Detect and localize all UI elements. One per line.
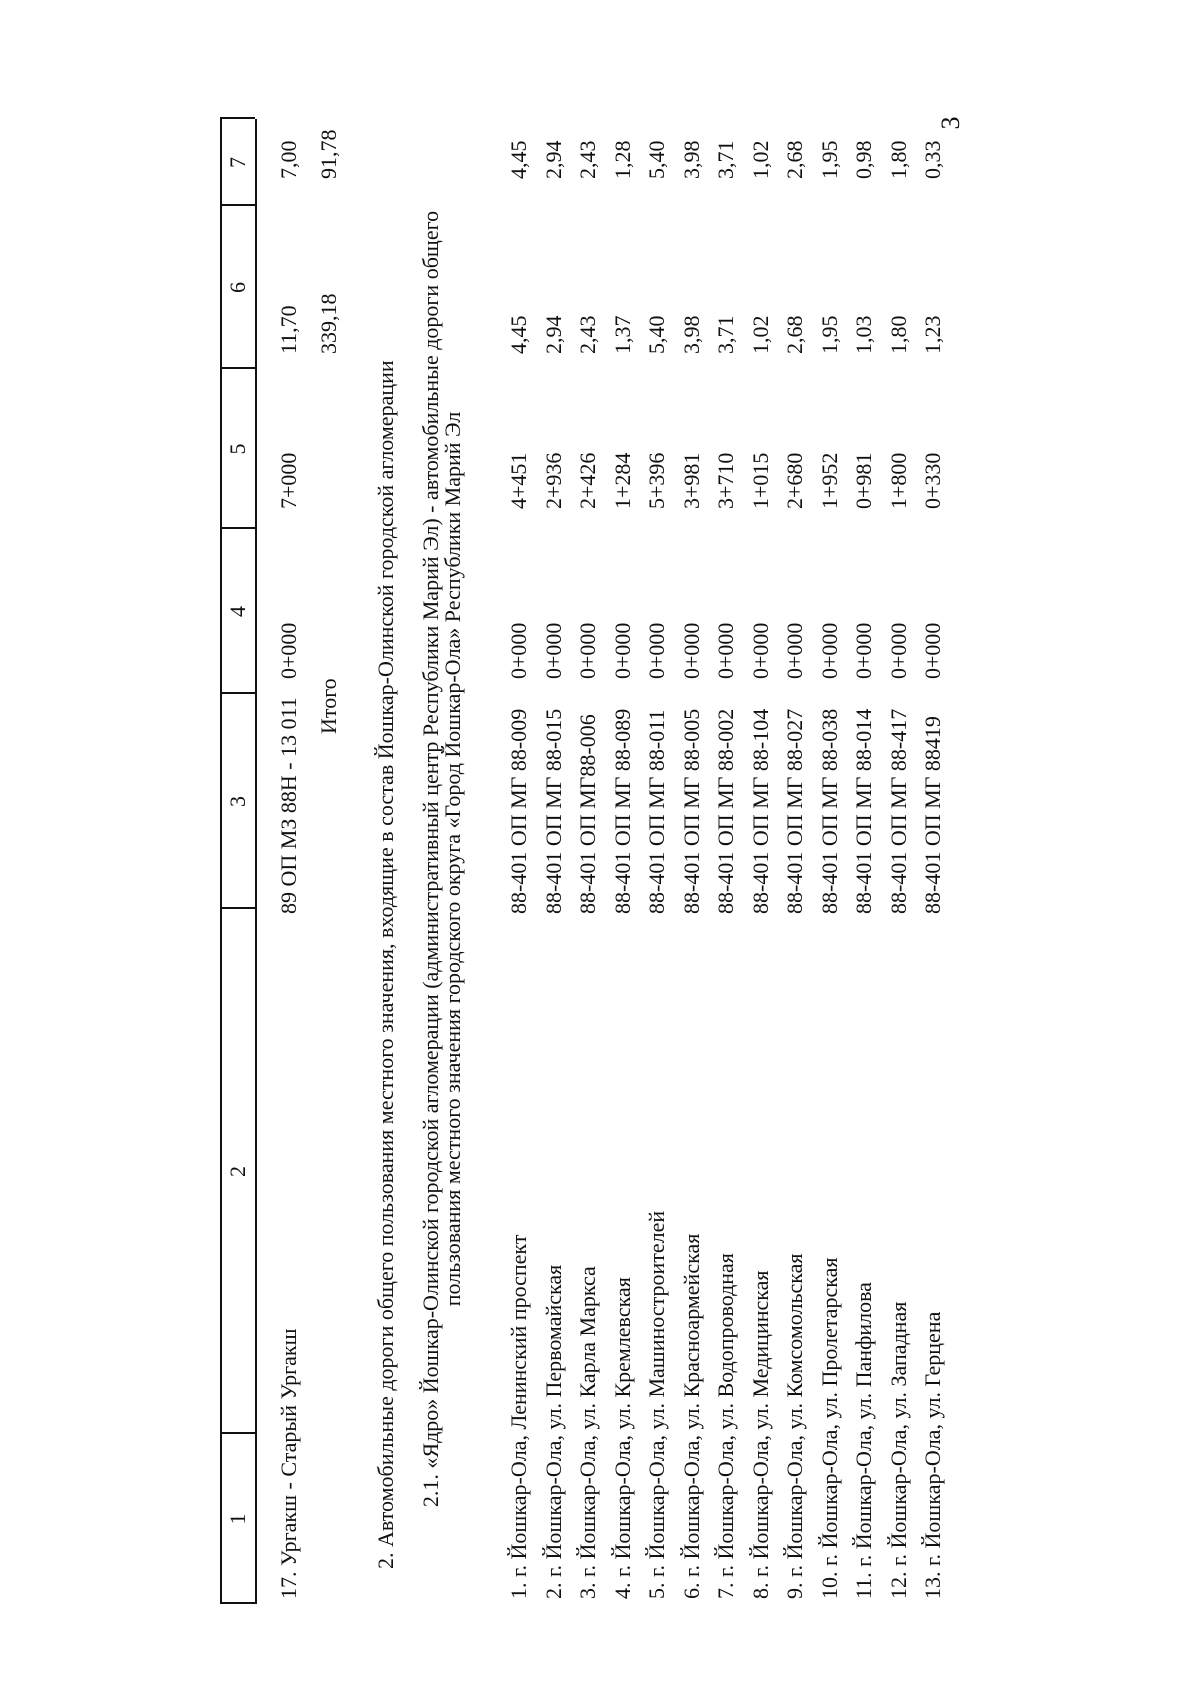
- row17-length: 7,00: [276, 140, 301, 179]
- row17-name: 17. Ургакш - Старый Ургакш: [276, 1328, 301, 1599]
- section-2-1-title-line1: 2.1. «Ядро» Йошкар-Олинской городской агломерации (административный центр Республики Марий Эл) - автомобильные дороги общего: [418, 210, 443, 1508]
- row-length: 2,43: [575, 140, 600, 179]
- row-length: 1,80: [885, 140, 911, 179]
- total-label: Итого: [316, 678, 341, 734]
- row-length: 0,98: [851, 140, 876, 179]
- row-name: 3. г. Йошкар-Ола, ул. Карла Маркса: [575, 1266, 600, 1599]
- row-total-length: 1,03: [851, 315, 876, 354]
- row-name: 9. г. Йошкар-Ола, ул. Комсомольская: [782, 1253, 807, 1599]
- row-start: 0+000: [816, 622, 842, 679]
- row-end: 4+451: [506, 452, 531, 509]
- row-end: 2+426: [575, 452, 600, 509]
- section-2-1-title-line2: пользования местного значения городского округа «Город Йошкар-Ола» Республики Марий Эл: [440, 411, 465, 1307]
- row-start: 0+000: [747, 622, 773, 679]
- section-2-title: 2. Автомобильные дороги общего пользования местного значения, входящие в состав Йошкар-Олинской городской агломерации: [373, 360, 398, 1569]
- row-end: 5+396: [644, 452, 669, 509]
- row-total-length: 1,37: [609, 315, 635, 354]
- row-total-length: 2,43: [575, 315, 600, 354]
- row-total-length: 1,80: [885, 315, 911, 354]
- row-length: 2,68: [782, 140, 807, 179]
- total-total-length: 339,18: [316, 293, 341, 354]
- row-total-length: 4,45: [506, 315, 531, 354]
- document-page: [0, 94, 950, 1694]
- row-code: 88-401 ОП МГ88-006: [575, 714, 600, 914]
- row-start: 0+000: [609, 622, 635, 679]
- row-start: 0+000: [885, 622, 911, 679]
- row-total-length: 1,23: [920, 315, 945, 354]
- row-total-length: 2,94: [540, 315, 566, 354]
- row-code: 88-401 ОП МГ 88-027: [782, 708, 807, 914]
- row-length: 5,40: [644, 140, 669, 179]
- header-col-4: 4: [225, 606, 250, 617]
- header-col-7: 7: [225, 157, 250, 168]
- row-code: 88-401 ОП МГ 88419: [920, 716, 945, 914]
- header-col-5: 5: [225, 443, 250, 455]
- row-start: 0+000: [506, 622, 531, 679]
- row-length: 3,71: [713, 140, 738, 179]
- header-bottom-rule: [255, 119, 257, 1604]
- row-code: 88-401 ОП МГ 88-005: [678, 708, 704, 914]
- row-name: 1. г. Йошкар-Ола, Ленинский проспект: [506, 1234, 531, 1599]
- row-length: 3,98: [678, 140, 704, 179]
- row17-end: 7+000: [276, 452, 301, 509]
- header-col-6: 6: [225, 282, 250, 293]
- row-length: 2,94: [540, 140, 566, 179]
- row17-code: 89 ОП МЗ 88Н - 13 011: [276, 697, 301, 914]
- row-end: 1+800: [885, 452, 911, 509]
- row-total-length: 3,71: [713, 315, 738, 354]
- row-name: 7. г. Йошкар-Ола, ул. Водопроводная: [713, 1253, 738, 1599]
- row-end: 3+710: [713, 452, 738, 509]
- row-total-length: 2,68: [782, 315, 807, 354]
- row-end: 2+936: [540, 452, 566, 509]
- row-name: 6. г. Йошкар-Ола, ул. Красноармейская: [678, 1233, 704, 1599]
- row-end: 1+284: [609, 452, 635, 509]
- row-code: 88-401 ОП МГ 88-015: [540, 708, 566, 914]
- row-code: 88-401 ОП МГ 88-104: [747, 708, 773, 914]
- row-end: 0+330: [920, 452, 945, 509]
- row-end: 1+952: [816, 452, 842, 509]
- row-length: 1,02: [747, 140, 773, 179]
- row-name: 2. г. Йошкар-Ола, ул. Первомайская: [540, 1264, 566, 1599]
- row-end: 3+981: [678, 452, 704, 509]
- row-code: 88-401 ОП МГ 88-014: [851, 708, 876, 914]
- page-number: 3: [936, 116, 965, 130]
- row-length: 0,33: [920, 140, 945, 179]
- row-name: 10. г. Йошкар-Ола, ул. Пролетарская: [816, 1257, 842, 1599]
- row-length: 4,45: [506, 140, 531, 179]
- row-total-length: 3,98: [678, 315, 704, 354]
- row-start: 0+000: [782, 622, 807, 679]
- row-end: 0+981: [851, 452, 876, 509]
- total-length: 91,78: [316, 129, 341, 179]
- row-end: 2+680: [782, 452, 807, 509]
- row-start: 0+000: [851, 622, 876, 679]
- row-start: 0+000: [644, 622, 669, 679]
- row-end: 1+015: [747, 452, 773, 509]
- row-length: 1,28: [609, 140, 635, 179]
- row-code: 88-401 ОП МГ 88-089: [609, 708, 635, 914]
- row17-total-length: 11,70: [276, 305, 301, 354]
- row17-start: 0+000: [276, 622, 301, 679]
- row-name: 13. г. Йошкар-Ола, ул. Герцена: [920, 1311, 945, 1599]
- row-code: 88-401 ОП МГ 88-009: [506, 708, 531, 914]
- row-name: 4. г. Йошкар-Ола, ул. Кремлевская: [609, 1277, 635, 1599]
- row-name: 8. г. Йошкар-Ола, ул. Медицинская: [747, 1270, 773, 1599]
- row-code: 88-401 ОП МГ 88-038: [816, 708, 842, 914]
- row-code: 88-401 ОП МГ 88-417: [885, 708, 911, 914]
- row-length: 1,95: [816, 140, 842, 179]
- row-code: 88-401 ОП МГ 88-002: [713, 708, 738, 914]
- row-start: 0+000: [575, 622, 600, 679]
- row-start: 0+000: [678, 622, 704, 679]
- row-code: 88-401 ОП МГ 88-011: [644, 709, 669, 914]
- row-total-length: 1,95: [816, 315, 842, 354]
- row-start: 0+000: [713, 622, 738, 679]
- row-name: 11. г. Йошкар-Ола, ул. Панфилова: [851, 1282, 876, 1599]
- row-total-length: 5,40: [644, 315, 669, 354]
- row-name: 12. г. Йошкар-Ола, ул. Западная: [885, 1301, 911, 1599]
- row-total-length: 1,02: [747, 315, 773, 354]
- row-start: 0+000: [920, 622, 945, 679]
- header-col-3: 3: [225, 796, 250, 807]
- row-start: 0+000: [540, 622, 566, 679]
- row-name: 5. г. Йошкар-Ола, ул. Машиностроителей: [644, 1210, 669, 1599]
- header-col-2: 2: [225, 1166, 250, 1177]
- header-col-1: 1: [225, 1513, 250, 1525]
